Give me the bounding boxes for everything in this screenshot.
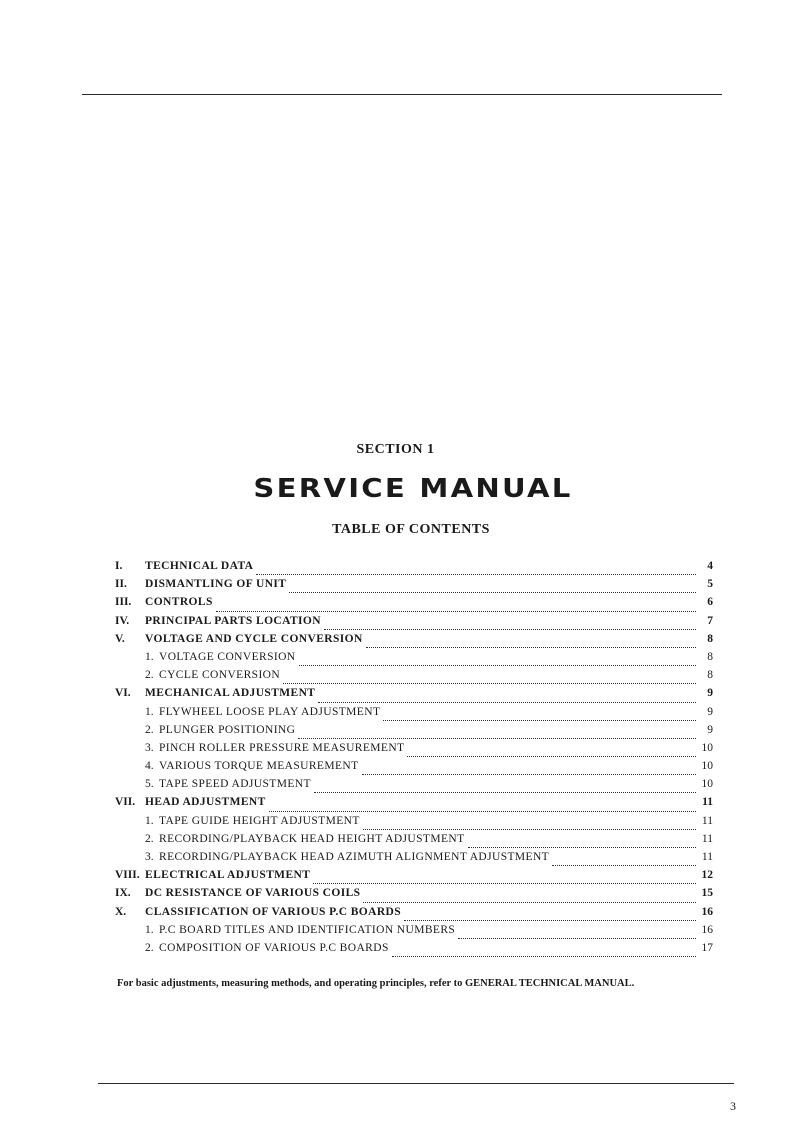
toc-section-entry [115, 869, 713, 887]
toc-entry-page: 5 [707, 578, 713, 591]
toc-entry-number: 1. [145, 705, 154, 718]
toc-entry-page: 9 [707, 687, 713, 700]
toc-leader-dots [366, 647, 696, 648]
toc-entry-title: TECHNICAL DATA [145, 560, 254, 572]
toc-entry-page: 15 [701, 887, 713, 900]
toc-leader-dots [314, 792, 696, 793]
toc-leader-dots [407, 756, 696, 757]
toc-leader-dots [269, 811, 696, 812]
toc-entry-number: 5. [145, 778, 154, 791]
toc-entry-title: CONTROLS [145, 596, 213, 609]
toc-subsection-entry [115, 742, 713, 760]
page-title: SERVICE MANUAL [253, 474, 573, 504]
toc-entry-page: 8 [707, 632, 713, 645]
toc-entry-title: PLUNGER POSITIONING [159, 723, 296, 736]
toc-section-entry [115, 887, 713, 905]
toc-subsection-entry [115, 778, 713, 796]
toc-entry-page: 16 [701, 905, 713, 918]
toc-subsection-entry [115, 924, 713, 942]
toc-entry-title: RECORDING/PLAYBACK HEAD HEIGHT ADJUSTMENT [159, 832, 465, 845]
toc-entry-title: FLYWHEEL LOOSE PLAY ADJUSTMENT [159, 705, 381, 718]
toc-entry-page: 11 [701, 814, 713, 827]
toc-entry-page: 6 [707, 596, 713, 609]
toc-entry-number: 2. [145, 669, 154, 682]
toc-leader-dots [552, 865, 696, 866]
toc-leader-dots [289, 592, 696, 593]
toc-entry-page: 10 [701, 741, 713, 754]
toc-entry-title: RECORDING/PLAYBACK HEAD AZIMUTH ALIGNMENT ADJUSTMENT [159, 851, 550, 863]
toc-entry-page: 12 [701, 869, 713, 882]
page-number: 3 [730, 1099, 736, 1113]
toc-entry-number: IX. [115, 887, 131, 900]
toc-section-entry [115, 560, 713, 578]
toc-entry-title: MECHANICAL ADJUSTMENT [145, 687, 316, 700]
toc-entry-page: 7 [707, 614, 713, 627]
toc-entry-title: CYCLE CONVERSION [159, 669, 281, 682]
toc-section-entry [115, 633, 713, 651]
toc-entry-page: 9 [707, 705, 713, 718]
toc-entry-number: 4. [145, 760, 154, 773]
toc-leader-dots [458, 938, 696, 939]
toc-entry-title: DISMANTLING OF UNIT [145, 578, 287, 591]
toc-leader-dots [299, 665, 696, 666]
toc-entry-number: I. [115, 560, 123, 572]
toc-entry-page: 16 [701, 923, 713, 936]
toc-entry-number: 2. [145, 941, 154, 954]
toc-entry-page: 4 [707, 560, 713, 572]
toc-leader-dots [283, 683, 696, 684]
toc-section-entry [115, 596, 713, 614]
toc-section-entry [115, 687, 713, 705]
toc-leader-dots [363, 829, 696, 830]
toc-entry-number: VIII. [115, 869, 140, 882]
toc-entry-title: VOLTAGE CONVERSION [159, 650, 296, 663]
toc-entry-number: VI. [115, 687, 131, 700]
toc-entry-number: V. [115, 632, 125, 645]
toc-subsection-entry [115, 706, 713, 724]
toc-leader-dots [318, 702, 696, 703]
toc-section-entry [115, 578, 713, 596]
toc-leader-dots [468, 847, 696, 848]
toc-subsection-entry [115, 942, 713, 960]
toc-leader-dots [392, 956, 696, 957]
toc-leader-dots [362, 774, 696, 775]
toc-leader-dots [324, 629, 696, 630]
toc-subsection-entry [115, 724, 713, 742]
toc-subsection-entry [115, 851, 713, 869]
footnote: For basic adjustments, measuring methods, and operating principles, refer to GENERAL TECHNICAL MANUAL. [117, 978, 635, 989]
toc-subsection-entry [115, 669, 713, 687]
toc-leader-dots [383, 720, 696, 721]
toc-entry-title: CLASSIFICATION OF VARIOUS P.C BOARDS [145, 905, 402, 918]
toc-entry-number: 2. [145, 832, 154, 845]
toc-subsection-entry [115, 815, 713, 833]
top-rule [82, 94, 722, 95]
toc-entry-number: 1. [145, 814, 154, 827]
toc-section-entry [115, 615, 713, 633]
toc-entry-page: 11 [702, 796, 713, 809]
toc-entry-page: 11 [701, 851, 713, 863]
table-of-contents [115, 560, 713, 960]
toc-leader-dots [298, 738, 696, 739]
toc-entry-title: TAPE SPEED ADJUSTMENT [159, 778, 311, 791]
toc-entry-title: PINCH ROLLER PRESSURE MEASUREMENT [159, 741, 405, 754]
toc-entry-page: 10 [701, 778, 713, 791]
toc-subsection-entry [115, 760, 713, 778]
toc-subsection-entry [115, 833, 713, 851]
toc-leader-dots [313, 883, 696, 884]
toc-entry-title: COMPOSITION OF VARIOUS P.C BOARDS [159, 941, 389, 954]
section-label: SECTION 1 [356, 442, 435, 457]
toc-entry-number: II. [115, 578, 127, 591]
toc-entry-page: 11 [701, 832, 713, 845]
toc-entry-page: 8 [707, 650, 713, 663]
toc-entry-page: 9 [707, 723, 713, 736]
toc-entry-title: VOLTAGE AND CYCLE CONVERSION [145, 632, 363, 645]
toc-entry-number: 1. [145, 923, 154, 936]
toc-entry-title: TAPE GUIDE HEIGHT ADJUSTMENT [159, 814, 360, 827]
toc-entry-number: X. [115, 905, 127, 918]
toc-section-entry [115, 796, 713, 814]
toc-entry-title: ELECTRICAL ADJUSTMENT [145, 869, 311, 882]
toc-entry-page: 10 [701, 760, 713, 773]
toc-heading: TABLE OF CONTENTS [332, 522, 490, 537]
toc-entry-title: HEAD ADJUSTMENT [145, 796, 266, 809]
toc-entry-page: 17 [701, 941, 713, 954]
toc-leader-dots [256, 574, 696, 575]
toc-entry-number: III. [115, 596, 132, 609]
toc-entry-number: VII. [115, 796, 136, 809]
toc-entry-number: IV. [115, 614, 130, 627]
toc-entry-title: VARIOUS TORQUE MEASUREMENT [159, 760, 359, 773]
toc-entry-title: PRINCIPAL PARTS LOCATION [145, 614, 321, 627]
toc-leader-dots [216, 611, 696, 612]
bottom-rule [98, 1083, 734, 1084]
toc-entry-number: 1. [145, 650, 154, 663]
toc-entry-page: 8 [707, 669, 713, 682]
toc-entry-number: 2. [145, 723, 154, 736]
toc-entry-title: DC RESISTANCE OF VARIOUS COILS [145, 887, 361, 900]
toc-entry-number: 3. [145, 851, 154, 863]
toc-leader-dots [404, 920, 696, 921]
toc-entry-title: P.C BOARD TITLES AND IDENTIFICATION NUMBERS [159, 923, 456, 936]
toc-section-entry [115, 906, 713, 924]
toc-entry-number: 3. [145, 741, 154, 754]
toc-leader-dots [363, 902, 696, 903]
toc-subsection-entry [115, 651, 713, 669]
